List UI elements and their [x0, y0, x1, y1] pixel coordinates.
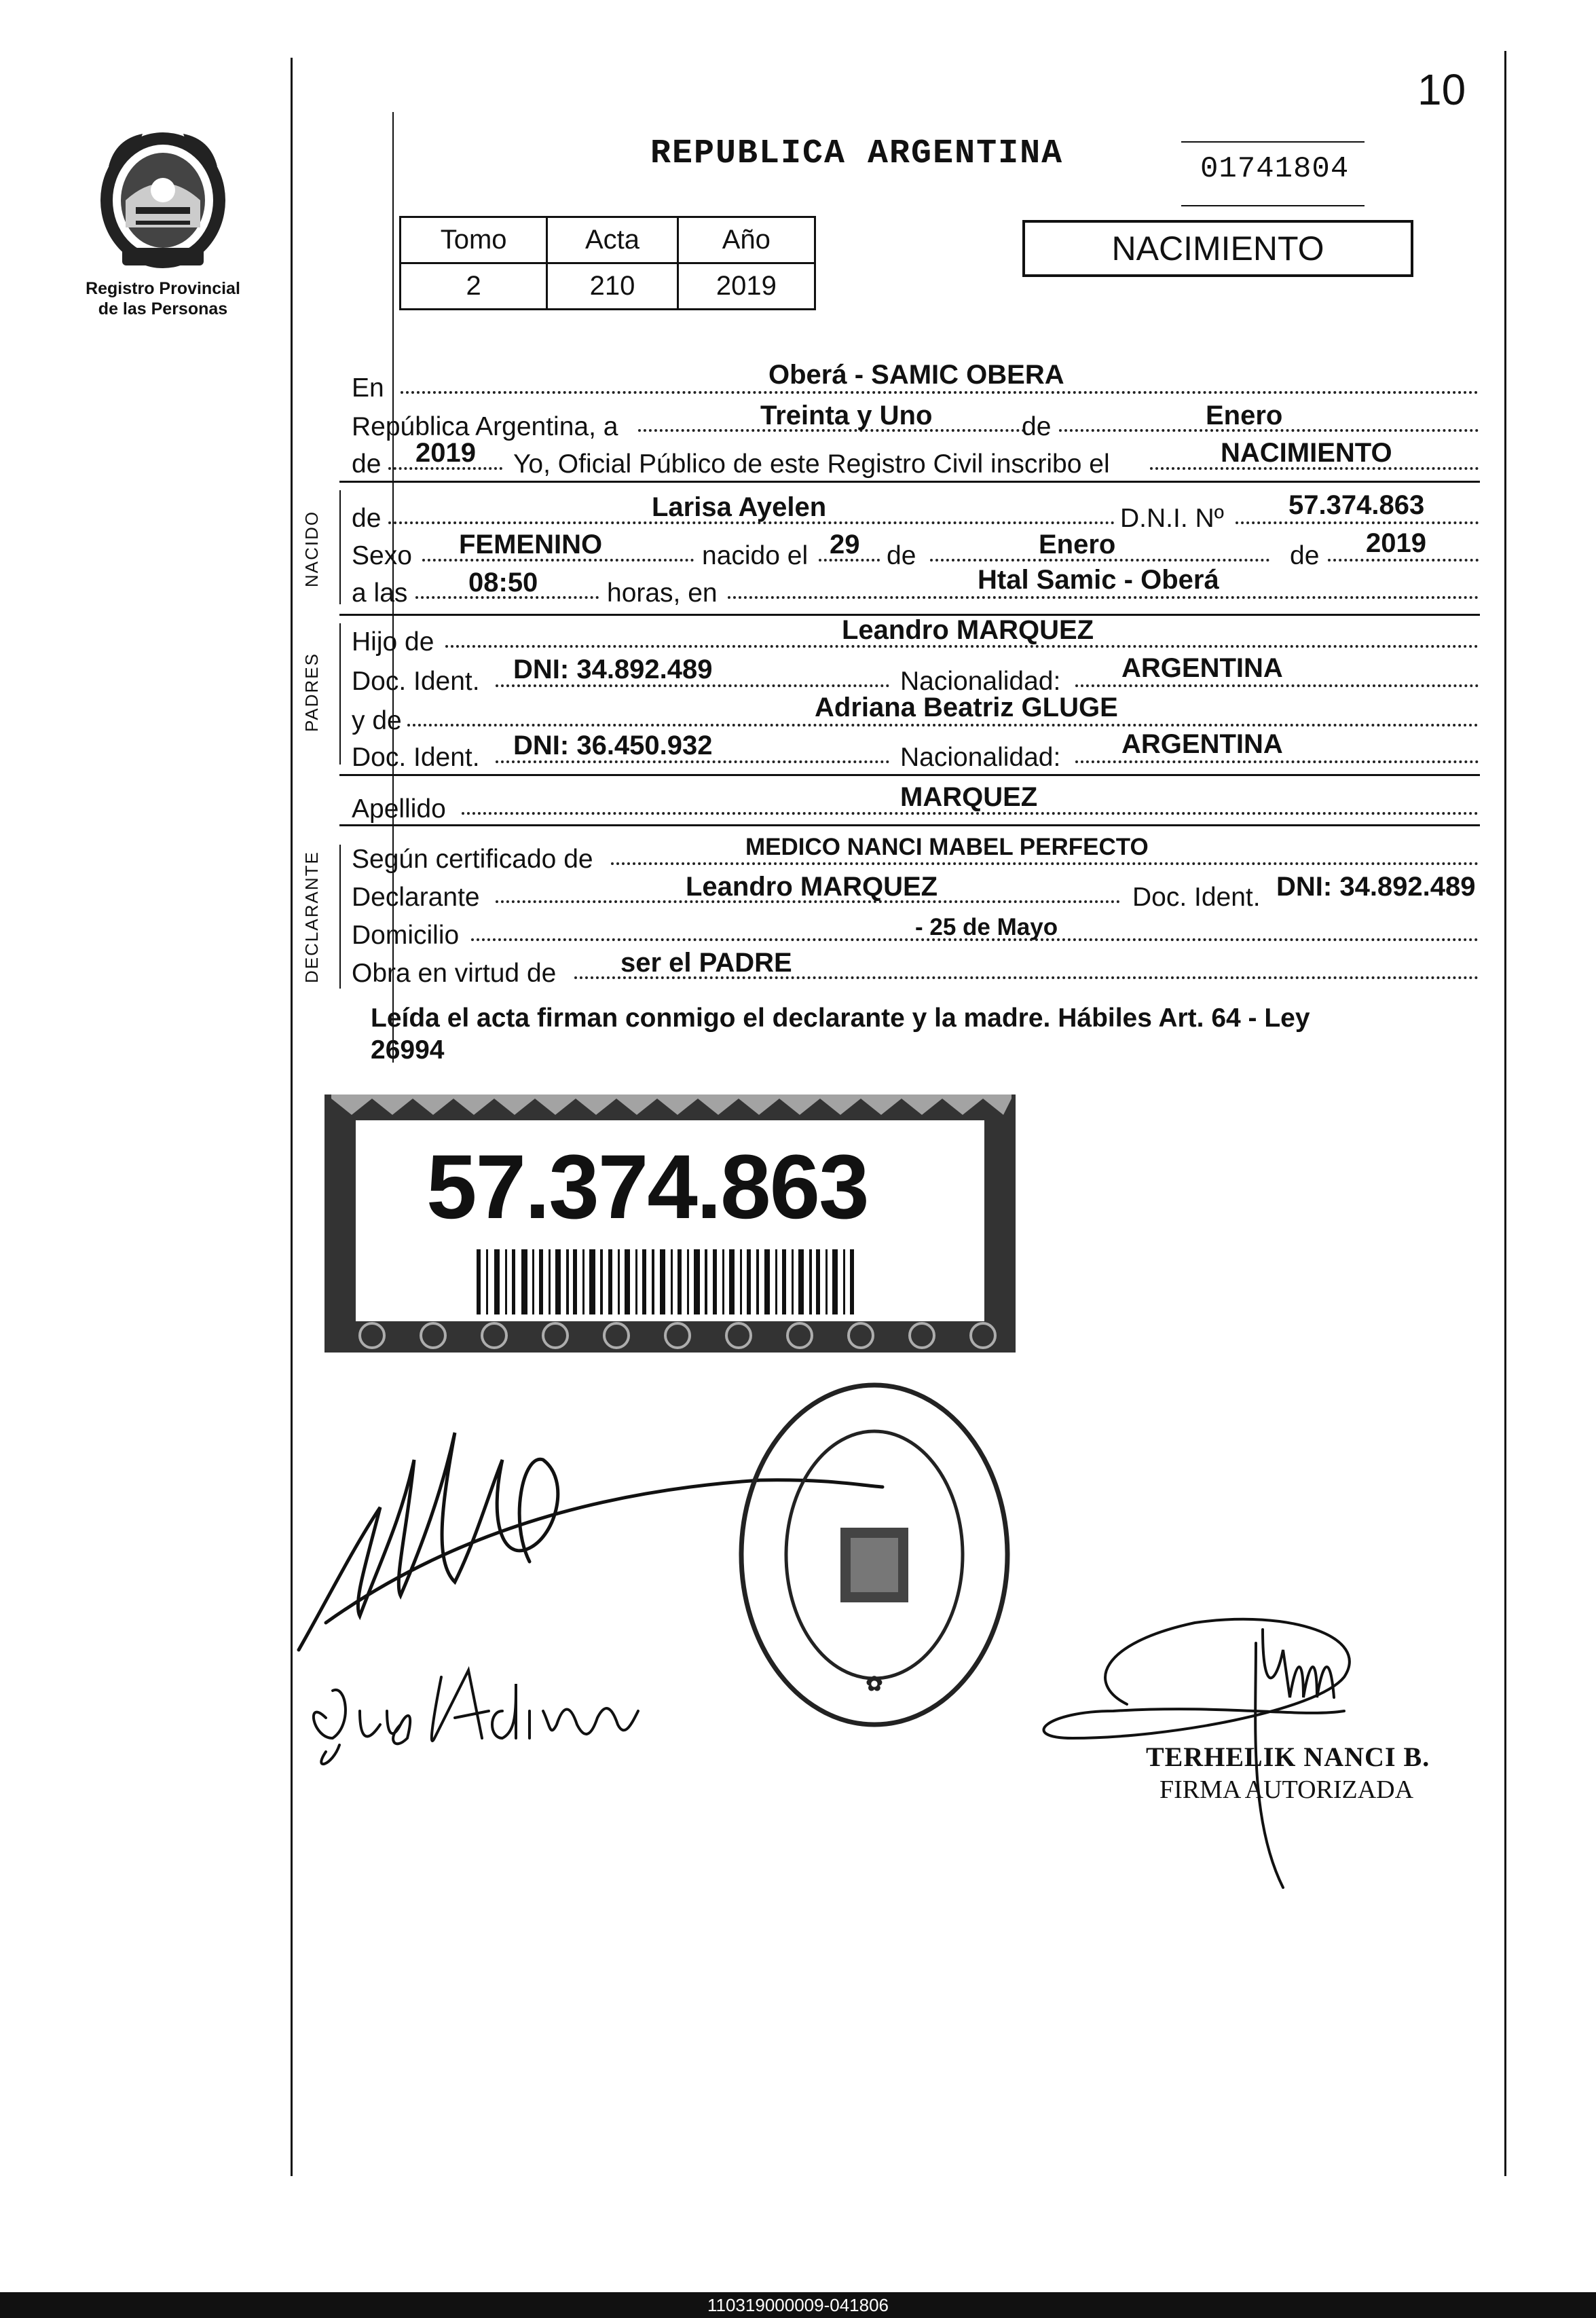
nacido-el-label: nacido el — [702, 541, 809, 570]
mother-nac-label: Nacionalidad: — [900, 743, 1061, 772]
dni-label: D.N.I. Nº — [1120, 504, 1224, 533]
nacido-section-label: NACIDO — [301, 510, 322, 587]
decl-label: Declarante — [352, 883, 480, 912]
cert-dots — [611, 862, 1479, 865]
dni-sticker — [324, 1094, 1016, 1353]
child-dni: 57.374.863 — [1288, 490, 1425, 520]
registry-stamp — [741, 1385, 1007, 1725]
father-nat-dots — [1075, 684, 1479, 687]
birth-year: 2019 — [1366, 528, 1426, 558]
closing-line-1: Leída el acta firman conmigo el declarante y la madre. Hábiles Art. 64 - Ley — [371, 1004, 1310, 1033]
serial-underline — [1181, 205, 1365, 206]
logo-caption-line2: de las Personas — [98, 299, 228, 318]
divider-4 — [339, 824, 1480, 826]
en-dots — [401, 391, 1479, 394]
dom-label: Domicilio — [352, 921, 460, 950]
child-name: Larisa Ayelen — [652, 492, 827, 522]
yo-label: Yo, Oficial Público de este Registro Civil inscribo el — [513, 449, 1110, 479]
divider-1 — [339, 481, 1480, 483]
anio-value: 2019 — [678, 263, 815, 310]
dni-sticker-number: 57.374.863 — [426, 1137, 868, 1238]
hijo-label: Hijo de — [352, 627, 434, 657]
tomo-header: Tomo — [401, 217, 547, 263]
declarant-name: Leandro MARQUEZ — [686, 872, 938, 902]
birth-de-label-2: de — [1290, 541, 1320, 570]
child-sexo: FEMENINO — [459, 530, 603, 559]
mother-doc-label: Doc. Ident. — [352, 743, 480, 772]
apellido-value: MARQUEZ — [900, 782, 1038, 812]
mother-nationality: ARGENTINA — [1121, 729, 1283, 759]
official-name: TERHELIK NANCI B. — [1146, 1742, 1430, 1772]
anio-header: Año — [678, 217, 815, 263]
father-nac-label: Nacionalidad: — [900, 667, 1061, 696]
declarante-section-label: DECLARANTE — [301, 851, 322, 983]
inscribe-value: NACIMIENTO — [1221, 438, 1392, 468]
serial-overline — [1181, 141, 1365, 143]
signatures-area — [285, 1358, 1507, 1901]
registry-logo — [95, 126, 231, 272]
padres-section-label: PADRES — [301, 652, 322, 732]
rep-label: República Argentina, a — [352, 412, 618, 441]
decl-doc-label: Doc. Ident. — [1132, 883, 1261, 912]
svg-text:✿: ✿ — [866, 1673, 883, 1695]
closing-statement — [371, 1002, 1491, 1066]
mother-nat-dots — [1075, 760, 1479, 763]
acta-value: 210 — [547, 263, 678, 310]
obra-value: ser el PADRE — [620, 948, 792, 978]
mother-name: Adriana Beatriz GLUGE — [815, 693, 1118, 722]
apellido-label: Apellido — [352, 794, 446, 824]
logo-caption — [61, 278, 265, 319]
official-caption: FIRMA AUTORIZADA — [1159, 1776, 1414, 1804]
birth-year-dots — [1328, 559, 1479, 562]
divider-3 — [339, 774, 1480, 776]
father-doc-label: Doc. Ident. — [352, 667, 480, 696]
father-nationality: ARGENTINA — [1121, 653, 1283, 683]
father-name: Leandro MARQUEZ — [842, 615, 1094, 645]
rep-de-label: de — [1022, 412, 1052, 441]
horas-label: horas, en — [607, 578, 718, 608]
dni-dots — [1236, 521, 1479, 524]
tomo-value: 2 — [401, 263, 547, 310]
document-title: REPUBLICA ARGENTINA — [650, 134, 1064, 173]
place-dots — [728, 596, 1479, 599]
serial-number: 01741804 — [1200, 152, 1350, 186]
de2-label: de — [352, 449, 382, 479]
coat-of-arms-icon — [95, 126, 231, 272]
declarant-doc: DNI: 34.892.489 — [1276, 872, 1476, 902]
intro-year: 2019 — [415, 438, 476, 468]
birth-de-label: de — [887, 541, 916, 570]
nacido-de-label: de — [352, 504, 382, 533]
padres-bracket — [339, 623, 341, 765]
record-type-box: NACIMIENTO — [1022, 220, 1413, 277]
page-number: 10 — [1417, 65, 1466, 114]
father-doc: DNI: 34.892.489 — [513, 655, 713, 684]
birth-place: Htal Samic - Oberá — [978, 565, 1219, 595]
rep-day: Treinta y Uno — [760, 401, 933, 430]
signature-drawings — [285, 1358, 1507, 1901]
acta-header: Acta — [547, 217, 678, 263]
mother-doc: DNI: 36.450.932 — [513, 731, 713, 760]
declarante-bracket — [339, 845, 341, 989]
rep-month: Enero — [1206, 401, 1283, 430]
cert-label: Según certificado de — [352, 845, 593, 874]
obra-label: Obra en virtud de — [352, 959, 557, 988]
sexo-label: Sexo — [352, 541, 412, 570]
birth-hour: 08:50 — [468, 568, 538, 597]
birth-month: Enero — [1039, 530, 1116, 559]
domicilio-value: - 25 de Mayo — [915, 914, 1058, 940]
alas-label: a las — [352, 578, 408, 608]
mother-dots — [407, 724, 1479, 726]
birth-day: 29 — [830, 530, 860, 559]
footer-code-bar: 110319000009-041806 — [0, 2292, 1596, 2318]
logo-caption-line1: Registro Provincial — [86, 279, 240, 298]
yde-label: y de — [352, 706, 402, 735]
en-value: Oberá - SAMIC OBERA — [768, 360, 1064, 390]
tomo-acta-anio-table — [399, 216, 816, 310]
closing-line-2: 26994 — [371, 1035, 445, 1065]
cert-value: MEDICO NANCI MABEL PERFECTO — [745, 834, 1149, 860]
nacido-bracket — [339, 490, 341, 604]
en-label: En — [352, 373, 384, 403]
